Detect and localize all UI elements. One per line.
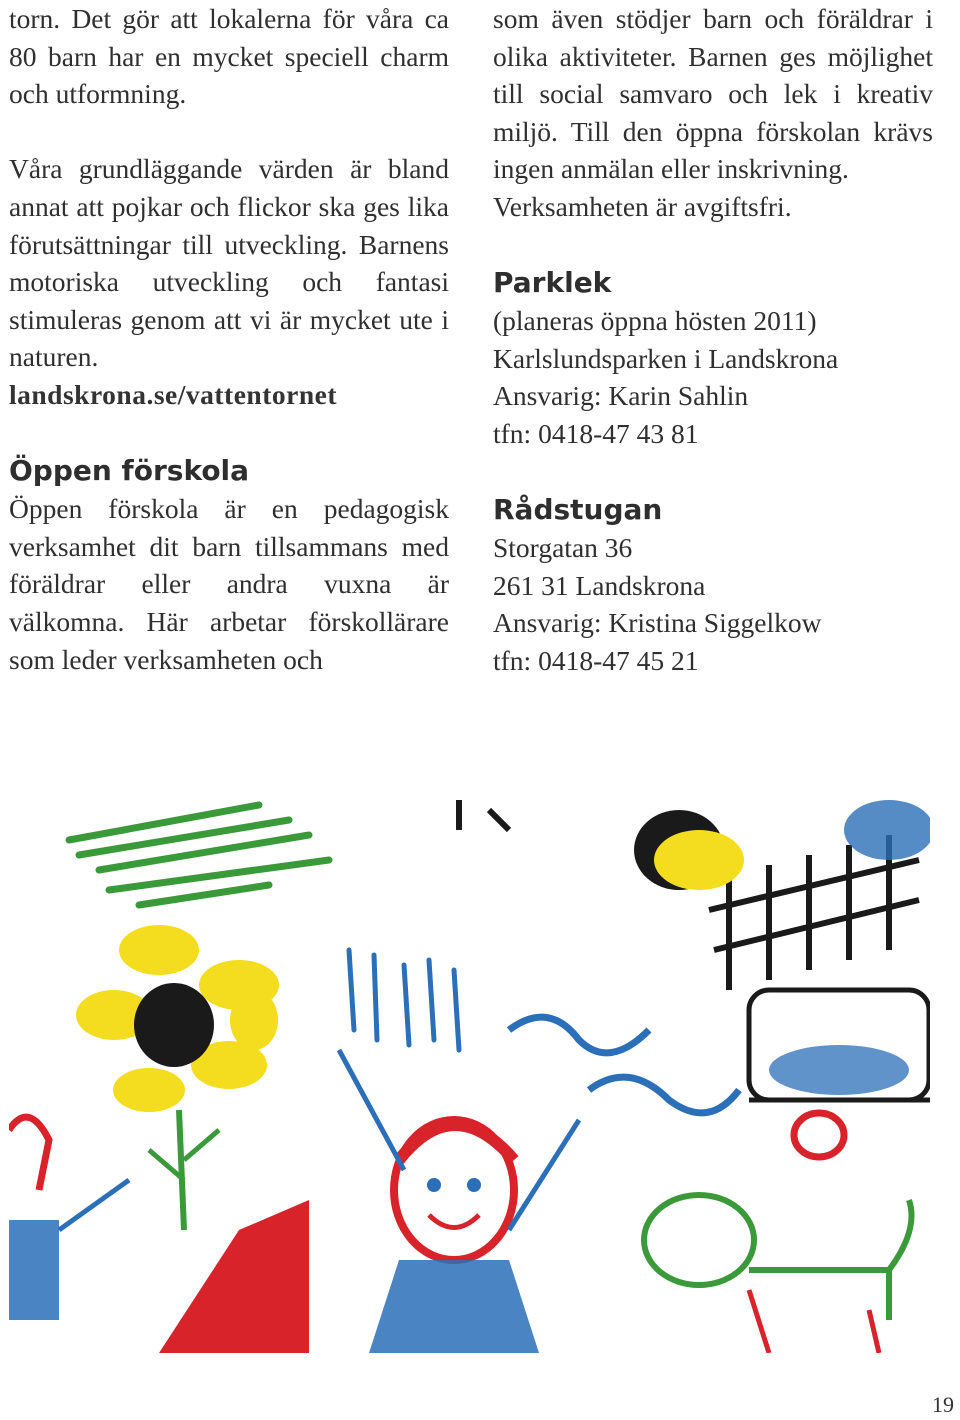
parklek-line-4: tfn: 0418-47 43 81 [493, 417, 699, 449]
left-column [9, 0, 449, 678]
spacer [9, 414, 449, 452]
car-wheel [794, 1113, 844, 1157]
spacer [493, 226, 933, 264]
central-figure [339, 1050, 579, 1353]
heading-oppen-forskola: Öppen förskola [9, 454, 250, 488]
flower-top-right [654, 830, 744, 890]
parklek-line-2: Karlslundsparken i Landskrona [493, 342, 839, 374]
website-link[interactable]: landskrona.se/vattentornet [9, 378, 337, 410]
sunflower-left [76, 925, 279, 1230]
page-number: 19 [932, 1392, 954, 1417]
left-para-1: torn. Det gör att lokalerna för våra ca 80 barn har en mycket speciell charm och utformning. [9, 3, 449, 110]
grass-strokes [69, 805, 329, 905]
heading-radstugan: Rådstugan [493, 493, 663, 527]
children-crayon-drawing [9, 800, 930, 1353]
spacer [9, 113, 449, 151]
right-column [493, 0, 933, 680]
rain-strokes [349, 950, 459, 1050]
blue-waves [509, 1017, 739, 1113]
radstugan-line-1: Storgatan 36 [493, 532, 633, 564]
radstugan-line-4: tfn: 0418-47 45 21 [493, 644, 699, 676]
figure-left [9, 1117, 129, 1320]
heading-parklek: Parklek [493, 266, 612, 300]
radstugan-line-3: Ansvarig: Kristina Siggelkow [493, 607, 822, 639]
left-para-2: Våra grundläggande värden är bland annat att pojkar och flickor ska ges lika förutsättningar till utveckling. Barnens motoriska utveckling och fantasi stimuleras genom att vi är mycket ute i naturen. [9, 153, 449, 373]
spacer [493, 453, 933, 491]
green-cat [644, 1195, 912, 1320]
right-para-1: som även stödjer barn och föräldrar i olika aktiviteter. Barnen ges möjlighet till social samvaro och lek i kreativ miljö. Till den öppna förskolan krävs ingen anmälan eller inskrivning. [493, 3, 933, 185]
parklek-line-1: (planeras öppna hösten 2011) [493, 305, 817, 337]
left-para-3: Öppen förskola är en pedagogisk verksamhet dit barn tillsammans med föräldrar eller andra vuxna är välkomna. Här arbetar förskollärare som leder verksamheten och [9, 493, 449, 675]
parklek-line-3: Ansvarig: Karin Sahlin [493, 380, 749, 412]
radstugan-line-2: 261 31 Landskrona [493, 569, 706, 601]
right-para-1-end: Verksamheten är avgiftsfri. [493, 190, 792, 222]
